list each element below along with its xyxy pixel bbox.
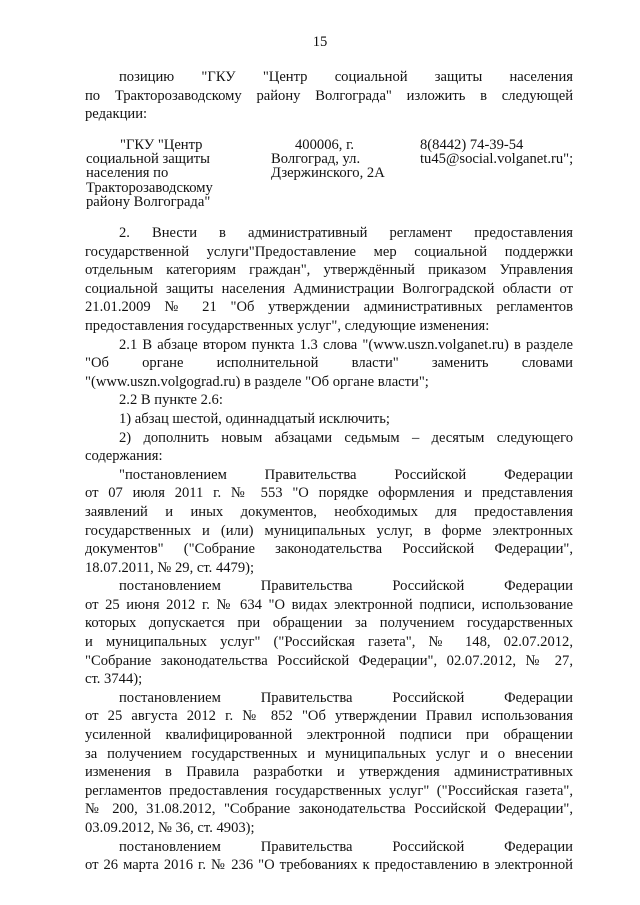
org-contact-cell — [420, 138, 595, 166]
text-line: редакции: — [85, 106, 148, 123]
text-line: 1) абзац шестой, одиннадцатый исключить; — [119, 410, 390, 427]
text-line: 21.01.2009 № 21 "Об утверждении административных регламентов — [85, 299, 573, 316]
email-text: tu45@social.volganet.ru"; — [420, 151, 574, 168]
text-line: 2.1 В абзаце втором пункта 1.3 слова "(www.uszn.volganet.ru) в разделе — [119, 336, 573, 353]
org-address-cell — [271, 138, 411, 181]
address-table — [85, 138, 585, 208]
text-line: социальной защиты населения Администрации Волгоградской области от — [85, 280, 573, 297]
page-number: 15 — [312, 34, 328, 50]
text-line: ст. 3744); — [85, 671, 143, 688]
cell-line: району Волгограда" — [86, 193, 211, 210]
text-line: постановлением Правительства Российской Федерации — [119, 838, 573, 855]
text-line: изменения в Правила разработки и утверждения административных — [85, 764, 573, 781]
text-line: от 07 июля 2011 г. № 553 "О порядке оформления и представления — [85, 485, 573, 502]
paragraph-2 — [85, 224, 573, 875]
cell-line: Волгоград, ул. — [271, 151, 361, 168]
text-line: документов" ("Собрание законодательства Российской Федерации", — [85, 541, 573, 558]
text-line: постановлением Правительства Российской Федерации — [119, 578, 573, 595]
text-line: заявлений и иных документов, необходимых для предоставления — [85, 503, 573, 520]
text-line: 03.09.2012, № 36, ст. 4903); — [85, 820, 255, 836]
text-line: "Об органе исполнительной власти" заменить словами — [85, 355, 573, 372]
text-line: содержания: — [85, 448, 163, 465]
text-line: от 25 августа 2012 г. № 852 "Об утверждении Правил использования — [85, 708, 573, 725]
text-line: постановлением Правительства Российской Федерации — [119, 689, 573, 706]
text-line: отдельным категориям граждан", утверждённый приказом Управления — [85, 262, 573, 279]
text-line: 18.07.2011, № 29, ст. 4479); — [85, 559, 255, 576]
cell-line: "ГКУ "Центр — [120, 137, 203, 153]
text-line: 2. Внести в административный регламент предоставления — [119, 225, 573, 241]
org-name-cell — [85, 138, 246, 209]
text-line: регламентов предоставления государственных услуг" ("Российская газета", — [85, 782, 573, 799]
text-line: "постановлением Правительства Российской Федерации — [119, 466, 573, 483]
text-line: 2) дополнить новым абзацами седьмым – десятым следующего — [119, 429, 573, 446]
phone-text: 8(8442) 74-39-54 — [420, 137, 524, 153]
text-line: позицию "ГКУ "Центр социальной защиты населения — [119, 69, 573, 85]
text-line: государственных и (или) муниципальных услуг, в форме электронных — [85, 522, 573, 539]
cell-line: населения по — [86, 165, 169, 182]
text-line: от 26 марта 2016 г. № 236 "О требованиях к предоставлению в электронной — [85, 857, 573, 874]
text-line: которых допускается при обращении за получением государственных — [85, 615, 573, 632]
text-line: усиленной квалифицированной электронной подписи при обращении — [85, 727, 573, 744]
text-line: предоставления государственных услуг", следующие изменения: — [85, 317, 490, 334]
text-line: государственной услуги"Предоставление мер социальной поддержки — [85, 243, 573, 260]
cell-line: 400006, г. — [295, 137, 355, 153]
paragraph-position — [85, 68, 573, 124]
text-line: и муниципальных услуг" ("Российская газета", № 148, 02.07.2012, — [85, 634, 573, 651]
text-line: по Тракторозаводскому району Волгограда" изложить в следующей — [85, 87, 573, 104]
text-line: № 200, 31.08.2012, "Собрание законодательства Российской Федерации", — [85, 801, 573, 818]
text-line: "Собрание законодательства Российской Федерации", 02.07.2012, № 27, — [85, 652, 573, 669]
text-line: от 25 июня 2012 г. № 634 "О видах электронной подписи, использование — [85, 596, 573, 613]
text-line: 2.2 В пункте 2.6: — [119, 392, 223, 409]
cell-line: социальной защиты — [86, 151, 210, 168]
text-line: "(www.uszn.volgograd.ru) в разделе "Об органе власти"; — [85, 373, 429, 390]
cell-line: Тракторозаводскому — [86, 179, 213, 196]
text-line: за получением государственных и муниципальных услуг и о внесении — [85, 745, 573, 762]
cell-line: Дзержинского, 2А — [271, 165, 385, 182]
